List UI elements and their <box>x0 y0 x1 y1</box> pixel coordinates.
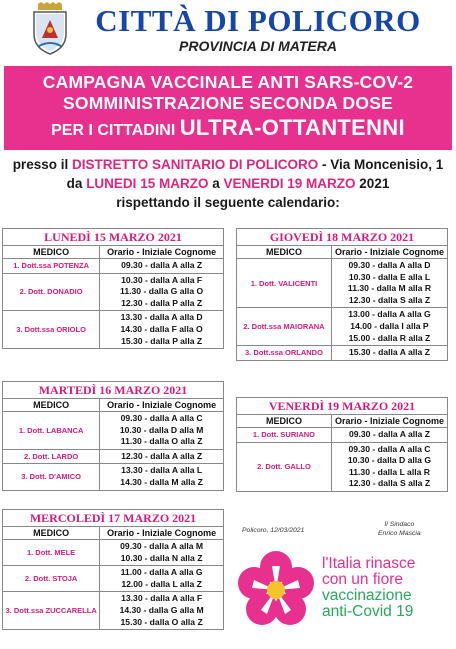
time-slot: 09.30 - dalla A alla C <box>120 413 203 423</box>
schedule-venerdi <box>236 397 448 492</box>
medico-header: MEDICO <box>237 246 332 259</box>
time-slots <box>331 259 447 308</box>
time-slot: 11.30 - dalla O alla Z <box>120 436 203 447</box>
time-slot: 10.30 - dalla N alla Z <box>120 552 203 563</box>
time-slots <box>100 449 224 464</box>
schedule-martedi <box>2 381 224 491</box>
time-slot: 14.30 - dalla G alla M <box>119 604 204 615</box>
table-row <box>3 566 224 592</box>
info-text: a <box>212 176 220 191</box>
time-slots <box>100 566 224 592</box>
doctor-name: 3. Dott.ssa ORLANDO <box>237 346 332 361</box>
time-slots <box>100 592 224 630</box>
table-row <box>237 428 448 443</box>
table-header-row <box>3 399 224 412</box>
schedule-mercoledi <box>2 509 224 630</box>
time-slot: 12.30 - dalla S alla Z <box>348 294 431 305</box>
time-slot: 11.30 - dalla L alla R <box>348 466 430 477</box>
orario-header: Orario - Iniziale Cognome <box>331 246 447 259</box>
calendar-intro: rispettando il seguente calendario: <box>116 195 340 210</box>
table-row <box>237 308 448 346</box>
schedule-table <box>236 245 448 361</box>
time-slot: 14.30 - dalla F alla O <box>120 323 203 334</box>
time-slots <box>331 428 447 443</box>
time-slot: 12.30 - dalla P alla Z <box>121 297 203 308</box>
banner-highlight: ULTRA-OTTANTENNI <box>179 115 405 140</box>
doctor-name: 2. Dott.ssa MAIORANA <box>237 308 332 346</box>
doctor-name: 3. Dott.ssa ORIOLO <box>3 311 100 349</box>
campaign-banner <box>4 66 452 150</box>
slogan-line-4: anti-Covid 19 <box>322 603 414 620</box>
signature <box>378 520 421 538</box>
start-date: LUNEDI 15 MARZO <box>86 176 209 191</box>
doctor-name: 1. Dott. SURIANO <box>237 428 332 443</box>
banner-line-1: CAMPAGNA VACCINALE ANTI SARS-COV-2 <box>42 72 414 92</box>
primula-flower-icon <box>236 550 316 630</box>
table-header-row <box>3 246 224 259</box>
time-slots <box>331 308 447 346</box>
slogan-line-2: con un fiore <box>322 571 403 588</box>
orario-header: Orario - Iniziale Cognome <box>100 527 224 540</box>
orario-header: Orario - Iniziale Cognome <box>100 399 224 412</box>
time-slot: 09.30 - dalla A alla Z <box>121 260 203 270</box>
doctor-name: 2. Dott. LARDO <box>3 449 100 464</box>
day-title: LUNEDÌ 15 MARZO 2021 <box>2 228 224 245</box>
table-row <box>3 464 224 490</box>
campaign-slogan <box>322 556 452 620</box>
table-row <box>3 412 224 450</box>
time-slot: 11.30 - dalla M alla R <box>347 283 432 294</box>
signature-name: Enrico Mascia <box>378 530 421 537</box>
orario-header: Orario - Iniziale Cognome <box>331 415 447 428</box>
doctor-name: 1. Dott.ssa POTENZA <box>3 259 100 274</box>
schedule-giovedi <box>236 228 448 361</box>
day-title: VENERDÌ 19 MARZO 2021 <box>236 397 448 414</box>
doctor-name: 2. Dott. GALLO <box>237 442 332 491</box>
place-date: Policoro, 12/03/2021 <box>242 527 305 534</box>
table-header-row <box>3 527 224 540</box>
time-slot: 11.30 - dalla G alla O <box>120 286 204 297</box>
medico-header: MEDICO <box>3 246 100 259</box>
time-slots <box>100 273 224 311</box>
doctor-name: 1. Dott. LABANCA <box>3 412 100 450</box>
venue-address: - Via Moncenisio, 1 <box>322 157 444 172</box>
time-slots <box>100 311 224 349</box>
time-slot: 15.30 - dalla A alla Z <box>348 347 430 358</box>
end-date: VENERDI 19 MARZO <box>223 176 356 191</box>
year: 2021 <box>359 176 390 191</box>
banner-line-3-prefix: PER I CITTADINI <box>51 122 176 139</box>
time-slot: 09.30 - dalla A alla C <box>348 443 431 454</box>
city-title: CITTÀ DI POLICORO <box>95 3 421 38</box>
time-slot: 09.30 - dalla A alla M <box>120 541 204 551</box>
medico-header: MEDICO <box>3 399 100 412</box>
doctor-name: 1. Dott. MELE <box>3 540 100 566</box>
time-slot: 10.30 - dalla D alla M <box>119 424 204 435</box>
table-row <box>3 259 224 274</box>
time-slot: 12.00 - dalla L alla Z <box>121 578 202 589</box>
day-title: MERCOLEDÌ 17 MARZO 2021 <box>2 509 224 526</box>
time-slot: 14.00 - dalla I alla P <box>350 320 429 331</box>
slogan-line-3: vaccinazione <box>322 587 412 604</box>
doctor-name: 1. Dott. VALICENTI <box>237 259 332 308</box>
table-row <box>237 442 448 491</box>
date-range-line <box>0 174 456 193</box>
time-slots <box>100 259 224 274</box>
signature-title: Il Sindaco <box>384 521 415 528</box>
coat-of-arms-icon <box>30 2 70 56</box>
time-slot: 15.00 - dalla R alla Z <box>348 332 431 343</box>
info-text: presso il <box>12 157 69 172</box>
doctor-name: 3. Dott.ssa ZUCCARELLA <box>3 592 100 630</box>
time-slots <box>100 412 224 450</box>
table-row <box>3 311 224 349</box>
time-slot: 10.30 - dalla E alla L <box>348 271 431 282</box>
time-slot: 14.30 - dalla M alla Z <box>120 476 203 487</box>
table-row <box>3 540 224 566</box>
time-slot: 13.30 - dalla A alla D <box>120 312 203 323</box>
time-slot: 15.30 - dalla P alla Z <box>121 335 203 346</box>
time-slot: 09.30 - dalla A alla Z <box>348 429 430 439</box>
schedule-table <box>2 526 224 630</box>
time-slot: 12.30 - dalla S alla Z <box>348 478 431 489</box>
time-slots <box>331 442 447 491</box>
table-row <box>3 273 224 311</box>
day-title: MARTEDÌ 16 MARZO 2021 <box>2 381 224 398</box>
location-info <box>0 155 456 212</box>
time-slot: 12.30 - dalla A alla Z <box>121 450 203 461</box>
time-slot: 10.30 - dalla D alla G <box>347 455 432 466</box>
medico-header: MEDICO <box>3 527 100 540</box>
time-slot: 13.30 - dalla A alla L <box>121 465 203 476</box>
doctor-name: 2. Dott. STOJA <box>3 566 100 592</box>
doctor-name: 3. Dott. D'AMICO <box>3 464 100 490</box>
slogan-line-1: l'Italia rinasce <box>322 555 416 572</box>
schedule-table <box>236 414 448 492</box>
table-row <box>3 449 224 464</box>
schedule-table <box>2 245 224 349</box>
banner-line-3 <box>4 114 452 145</box>
time-slot: 11.00 - dalla A alla G <box>120 567 203 578</box>
table-header-row <box>237 246 448 259</box>
table-header-row <box>237 415 448 428</box>
info-text: da <box>66 176 83 191</box>
schedule-table <box>2 398 224 491</box>
time-slot: 13.30 - dalla A alla F <box>121 593 203 604</box>
header <box>0 0 456 64</box>
medico-header: MEDICO <box>237 415 332 428</box>
time-slots <box>331 346 447 361</box>
table-row <box>237 259 448 308</box>
orario-header: Orario - Iniziale Cognome <box>100 246 224 259</box>
time-slots <box>100 540 224 566</box>
province-subtitle: PROVINCIA DI MATERA <box>179 38 337 54</box>
time-slot: 10.30 - dalla A alla F <box>121 274 203 285</box>
banner-line-2: SOMMINISTRAZIONE SECONDA DOSE <box>63 93 393 113</box>
time-slot: 15.30 - dalla O alla Z <box>120 616 203 627</box>
schedule-lunedi <box>2 228 224 349</box>
venue-name: DISTRETTO SANITARIO DI POLICORO <box>71 157 319 172</box>
location-line <box>0 155 456 174</box>
table-row <box>3 592 224 630</box>
time-slot: 13.00 - dalla A alla G <box>348 309 431 320</box>
day-title: GIOVEDÌ 18 MARZO 2021 <box>236 228 448 245</box>
doctor-name: 2. Dott. DONADIO <box>3 273 100 311</box>
time-slots <box>100 464 224 490</box>
table-row <box>237 346 448 361</box>
time-slot: 09.30 - dalla A alla D <box>348 260 431 270</box>
